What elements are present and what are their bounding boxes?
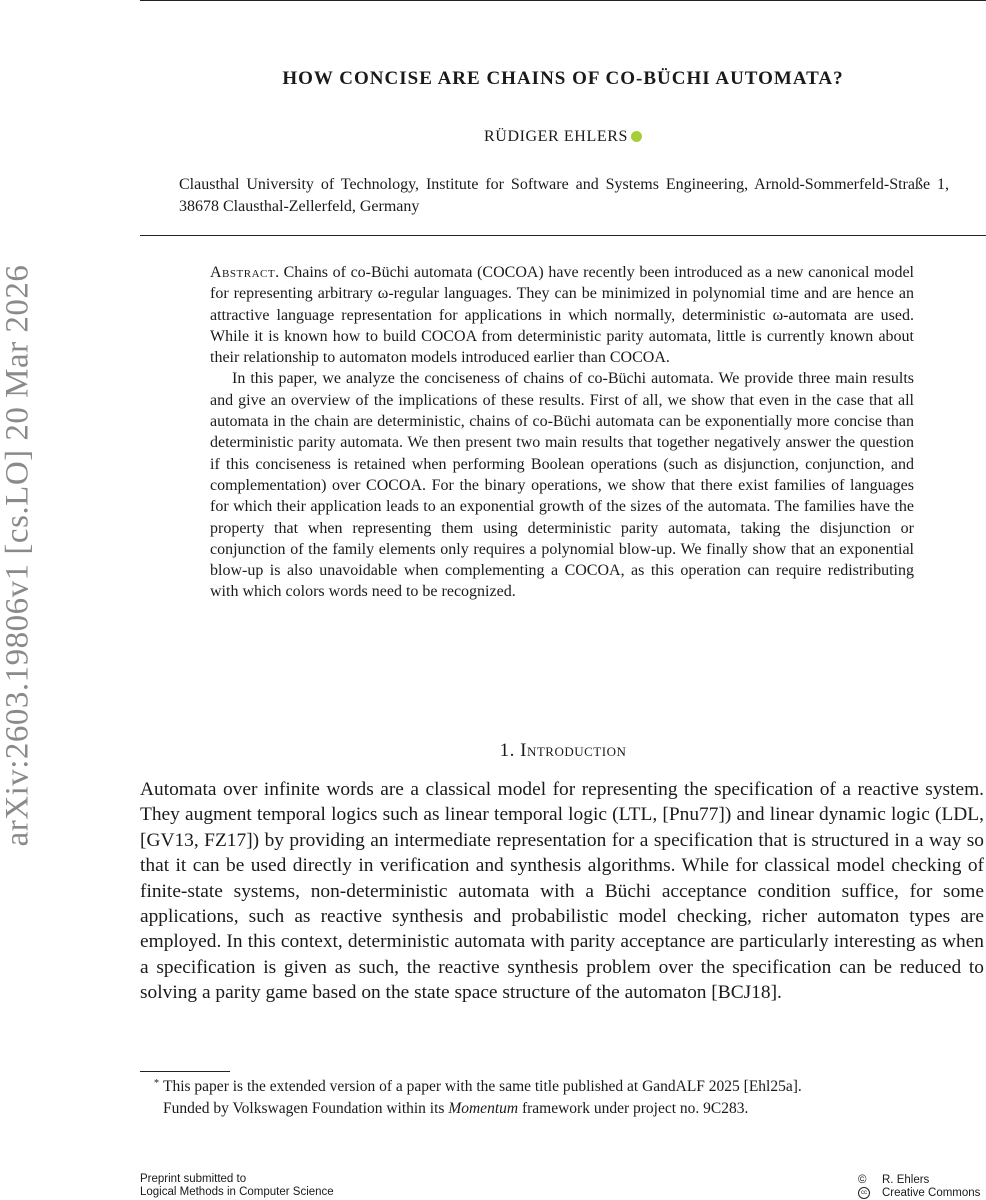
affiliation: Clausthal University of Technology, Institute for Software and Systems Engineering, Arnold-Sommerfeld-Straße 1, 38678 Clausthal-Zellerfeld, Germany	[179, 176, 949, 215]
footnote-text-2b: framework under project no. 9C283.	[521, 1099, 749, 1117]
footnote-text-2a: Funded by Volkswagen Foundation within its	[163, 1099, 445, 1117]
license-footer	[858, 1174, 980, 1199]
header-divider	[140, 235, 986, 236]
journal-name: Logical Methods in Computer Science	[140, 1186, 334, 1198]
footnote	[154, 1076, 985, 1119]
license-name: Creative Commons	[882, 1186, 981, 1199]
copyright-icon: ©	[858, 1174, 867, 1186]
introduction-body	[140, 777, 984, 1006]
creative-commons-icon[interactable]: cc	[858, 1187, 870, 1199]
abstract-paragraph-1	[210, 262, 914, 368]
abstract-paragraph-2: In this paper, we analyze the conciseness of chains of co-Büchi automata. We provide three main results and give an overview of the implications of these results. First of all, we show that even in the case that all automata in the chain are deterministic, chains of co-Büchi automata can be exponentially more concise than deterministic parity automata. We then present two main results that together negatively answer the question if this conciseness is retained when performing Boolean operations (such as disjunction, conjunction, and complementation) over COCOA. For the binary operations, we show that there exist families of languages for which their application leads to an exponential growth of the sizes of the automata. The families have the property that when representing them using deterministic parity automata, taking the disjunction or conjunction of the family elements only requires a polynomial blow-up. We finally show that an exponential blow-up is also unavoidable when complementing a COCOA, as this operation can require redistributing with which colors words need to be recognized.	[210, 370, 914, 601]
arxiv-stamp	[0, 210, 36, 900]
footnote-emph: Momentum	[448, 1099, 519, 1117]
footnote-line-1	[154, 1076, 985, 1098]
abstract-text-1: Chains of co-Büchi automata (COCOA) have recently been introduced as a new canonical model for representing arbitrary ω-regular languages. They can be minimized in polynomial time and are hence an attractive language representation for applications in which normally, deterministic ω-automata are used. While it is known how to build COCOA from deterministic parity automata, little is currently known about their relationship to automaton models introduced earlier than COCOA.	[210, 264, 914, 367]
abstract	[210, 262, 914, 603]
footnote-rule	[140, 1071, 230, 1072]
arxiv-id[interactable]: arXiv:2603.19806v1 [cs.LO] 20 Mar 2026	[0, 264, 36, 846]
author-name: RÜDIGER EHLERS	[484, 128, 628, 145]
paper-title: HOW CONCISE ARE CHAINS OF CO-BÜCHI AUTOMATA?	[282, 68, 844, 89]
abstract-label: Abstract.	[210, 264, 280, 281]
license-line	[858, 1187, 980, 1200]
copyright-line	[858, 1174, 980, 1187]
footnote-line-2	[163, 1098, 985, 1120]
footnote-mark: *	[154, 1078, 159, 1089]
footnote-text-1: This paper is the extended version of a paper with the same title published at GandALF 2025 [Ehl25a].	[163, 1078, 802, 1095]
top-rule	[140, 0, 986, 1]
orcid-icon[interactable]	[631, 131, 642, 142]
author-line	[140, 128, 986, 146]
introduction-paragraph: Automata over infinite words are a classical model for representing the specification of a reactive system. They augment temporal logics such as linear temporal logic (LTL, [Pnu77]) and linear dynamic logic (LDL, [GV13, FZ17]) by providing an intermediate representation for a specification that is structured in a way so that it can be used directly in verification and synthesis algorithms. While for classical model checking of finite-state systems, non-deterministic automata with a Büchi acceptance condition suffice, for some applications, such as reactive synthesis and probabilistic model checking, richer automaton types are employed. In this context, deterministic automata with parity acceptance are particularly interesting as when a specification is given as such, the reactive synthesis problem over the specification can be reduced to solving a parity game based on the state space structure of the automaton [BCJ18].	[140, 779, 984, 1004]
copyright-holder: R. Ehlers	[882, 1174, 930, 1186]
section-heading: 1. Introduction	[499, 740, 627, 761]
preprint-label: Preprint submitted to	[140, 1173, 247, 1185]
journal-footer	[140, 1173, 334, 1199]
